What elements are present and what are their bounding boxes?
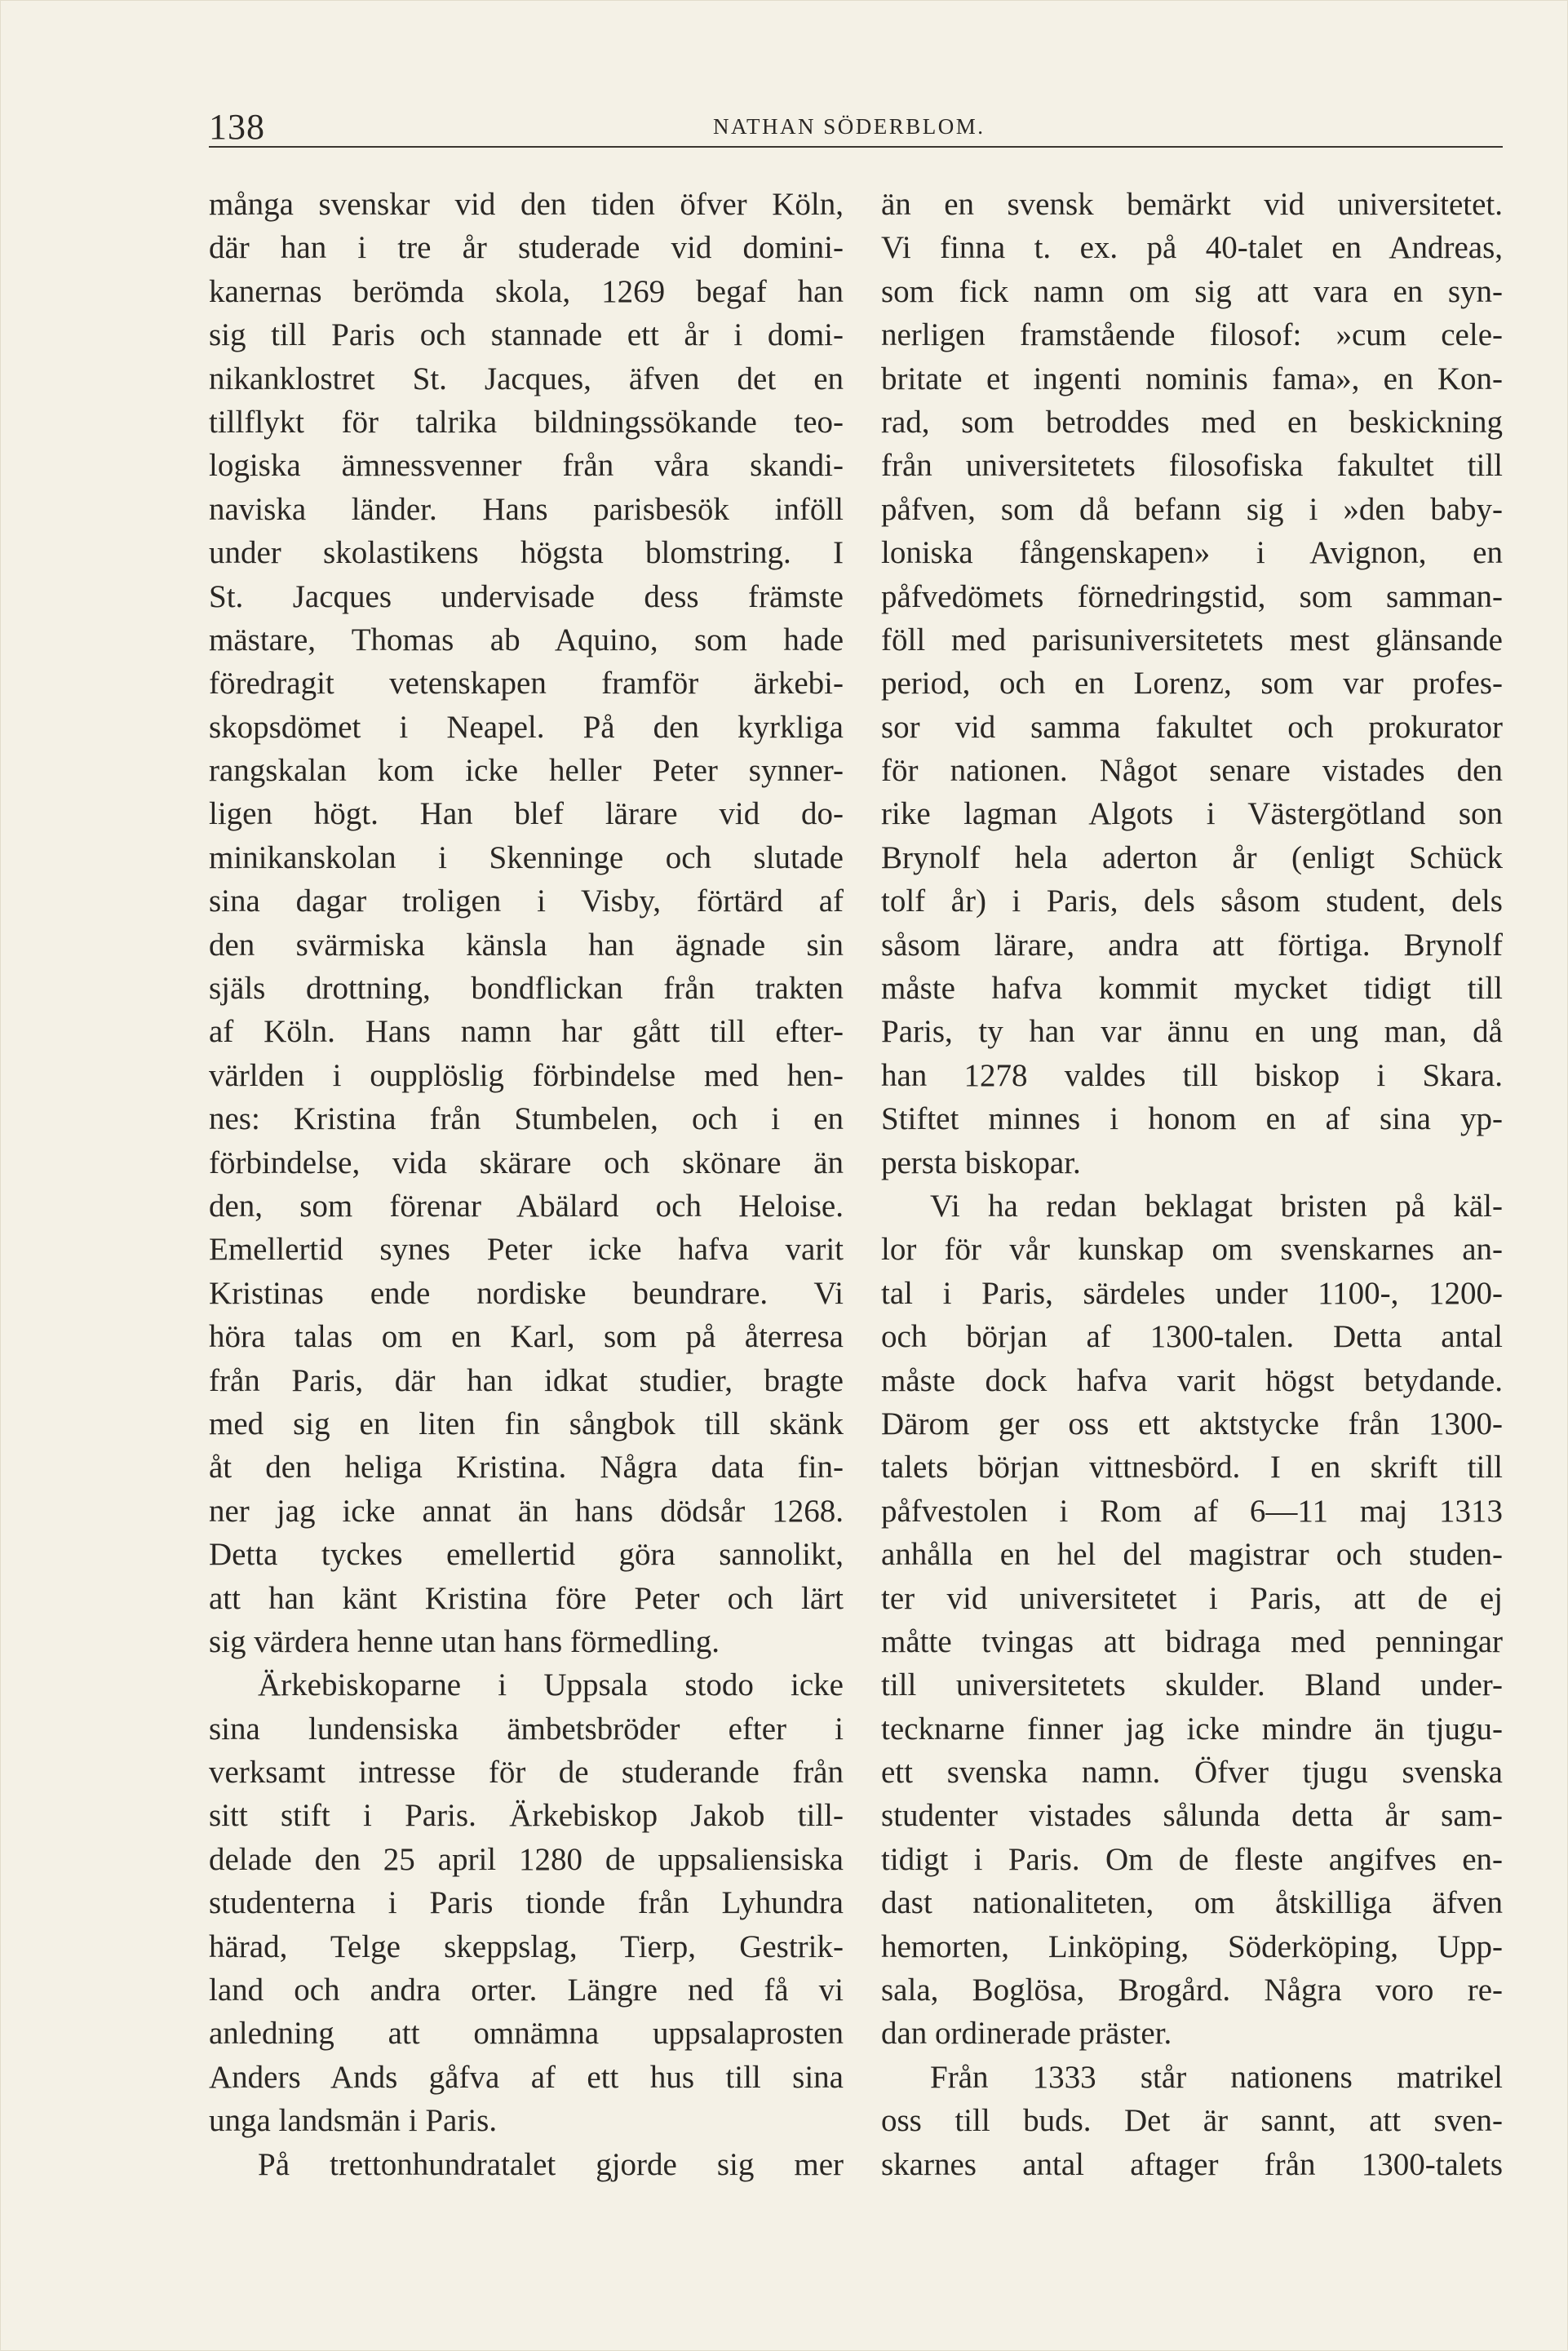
- text-line: persta biskopar.: [881, 1145, 1081, 1180]
- text-line: period, och en Lorenz, som var profes-: [881, 666, 1503, 702]
- text-line: ett svenska namn. Öfver tjugu svenska: [881, 1755, 1503, 1791]
- text-line: anledning att omnämna uppsalaprosten: [209, 2016, 844, 2052]
- text-line: mästare, Thomas ab Aquino, som hade: [209, 622, 844, 657]
- text-line: sor vid samma fakultet och prokurator: [881, 709, 1503, 745]
- header-rule: [209, 146, 1503, 148]
- text-line: världen i oupplöslig förbindelse med hen-: [209, 1057, 844, 1093]
- left-column: [209, 183, 844, 2186]
- text-line: britate et ingenti nominis fama», en Kon-: [881, 361, 1503, 396]
- right-column: [881, 183, 1503, 2186]
- text-line: än en svensk bemärkt vid universitetet.: [881, 187, 1503, 222]
- text-line: sig värdera henne utan hans förmedling.: [209, 1623, 720, 1659]
- text-line: under skolastikens högsta blomstring. I: [209, 535, 844, 571]
- text-line: föll med parisuniversitetets mest glänsande: [881, 622, 1503, 657]
- text-line: loniska fångenskapen» i Avignon, en: [881, 535, 1503, 571]
- text-line: höra talas om en Karl, som på återresa: [209, 1319, 844, 1355]
- text-line: den, som förenar Abälard och Heloise.: [209, 1188, 844, 1224]
- text-line: som fick namn om sig att vara en syn-: [881, 273, 1503, 309]
- text-line: med sig en liten fin sångbok till skänk: [209, 1406, 844, 1441]
- text-line: sina dagar troligen i Visby, förtärd af: [209, 883, 844, 919]
- text-line: nikanklostret St. Jacques, äfven det en: [209, 361, 844, 396]
- text-line: ter vid universitetet i Paris, att de ej: [881, 1580, 1503, 1616]
- running-title: NATHAN SÖDERBLOM.: [713, 114, 986, 139]
- text-line: tidigt i Paris. Om de fleste angifves en-: [881, 1841, 1503, 1877]
- text-line: Anders Ands gåfva af ett hus till sina: [209, 2059, 844, 2095]
- text-line: verksamt intresse för de studerande från: [209, 1755, 844, 1791]
- text-line: måste dock hafva varit högst betydande.: [881, 1362, 1503, 1398]
- text-line: rad, som betroddes med en beskickning: [881, 404, 1503, 440]
- text-line: påfvedömets förnedringstid, som samman-: [881, 578, 1503, 614]
- text-line: rike lagman Algots i Västergötland son: [881, 796, 1503, 832]
- text-line: förbindelse, vida skärare och skönare än: [209, 1145, 844, 1180]
- text-line: sina lundensiska ämbetsbröder efter i: [209, 1711, 844, 1747]
- text-line: tolf år) i Paris, dels såsom student, dels: [881, 883, 1503, 919]
- text-line: studenterna i Paris tionde från Lyhundra: [209, 1885, 844, 1921]
- text-line: Därom ger oss ett aktstycke från 1300-: [881, 1406, 1503, 1441]
- text-line: dast nationaliteten, om åtskilliga äfven: [881, 1885, 1503, 1921]
- text-line: af Köln. Hans namn har gått till efter-: [209, 1014, 844, 1050]
- text-line: påfven, som då befann sig i »den baby-: [881, 491, 1503, 527]
- text-line: Brynolf hela aderton år (enligt Schück: [881, 839, 1503, 875]
- text-line: oss till buds. Det är sannt, att sven-: [881, 2103, 1503, 2139]
- text-line: såsom lärare, andra att förtiga. Brynolf: [881, 927, 1503, 963]
- text-line: studenter vistades sålunda detta år sam-: [881, 1798, 1503, 1834]
- text-line: Från 1333 står nationens matrikel: [930, 2059, 1503, 2095]
- running-head: [209, 96, 1503, 145]
- text-line: unga landsmän i Paris.: [209, 2103, 498, 2139]
- text-line: måste hafva kommit mycket tidigt till: [881, 971, 1503, 1007]
- text-line: själs drottning, bondflickan från trakten: [209, 971, 844, 1007]
- text-line: föredragit vetenskapen framför ärkebi-: [209, 666, 844, 702]
- text-line: tal i Paris, särdeles under 1100-, 1200-: [881, 1275, 1503, 1311]
- text-line: Kristinas ende nordiske beundrare. Vi: [209, 1275, 844, 1311]
- text-line: måtte tvingas att bidraga med penningar: [881, 1623, 1503, 1659]
- text-line: nes: Kristina från Stumbelen, och i en: [209, 1101, 844, 1137]
- text-line: tillflykt för talrika bildningssökande teo-: [209, 404, 844, 440]
- text-line: Paris, ty han var ännu en ung man, då: [881, 1014, 1503, 1050]
- text-line: kanernas berömda skola, 1269 begaf han: [209, 273, 844, 309]
- text-line: sig till Paris och stannade ett år i domi-: [209, 317, 844, 353]
- text-line: lor för vår kunskap om svenskarnes an-: [881, 1232, 1503, 1268]
- text-line: Ärkebiskoparne i Uppsala stodo icke: [258, 1667, 844, 1703]
- text-line: tecknarne finner jag icke mindre än tjugu-: [881, 1711, 1503, 1747]
- text-line: åt den heliga Kristina. Några data fin-: [209, 1450, 844, 1485]
- text-line: minikanskolan i Skenninge och slutade: [209, 839, 844, 875]
- text-line: den svärmiska känsla han ägnade sin: [209, 927, 844, 963]
- text-line: sala, Boglösa, Brogård. Några voro re-: [881, 1972, 1503, 2008]
- text-line: många svenskar vid den tiden öfver Köln,: [209, 187, 844, 222]
- text-line: Detta tyckes emellertid göra sannolikt,: [209, 1537, 844, 1573]
- text-line: hemorten, Linköping, Söderköping, Upp-: [881, 1928, 1503, 1964]
- text-line: Emellertid synes Peter icke hafva varit: [209, 1232, 844, 1268]
- text-line: logiska ämnessvenner från våra skandi-: [209, 448, 844, 484]
- text-line: Vi ha redan beklagat bristen på käl-: [930, 1188, 1503, 1224]
- text-line: ner jag icke annat än hans dödsår 1268.: [209, 1493, 844, 1529]
- text-line: sitt stift i Paris. Ärkebiskop Jakob till-: [209, 1798, 844, 1834]
- text-line: St. Jacques undervisade dess främste: [209, 578, 844, 614]
- text-line: där han i tre år studerade vid domini-: [209, 230, 844, 266]
- text-line: talets början vittnesbörd. I en skrift till: [881, 1450, 1503, 1485]
- text-line: att han känt Kristina före Peter och lärt: [209, 1580, 844, 1616]
- text-line: På trettonhundratalet gjorde sig mer: [258, 2146, 844, 2182]
- text-line: och början af 1300-talen. Detta antal: [881, 1319, 1503, 1355]
- text-line: härad, Telge skeppslag, Tierp, Gestrik-: [209, 1928, 844, 1964]
- text-line: naviska länder. Hans parisbesök inföll: [209, 491, 844, 527]
- text-line: dan ordinerade präster.: [881, 2016, 1172, 2052]
- text-line: till universitetets skulder. Bland under-: [881, 1667, 1503, 1703]
- text-line: anhålla en hel del magistrar och studen-: [881, 1537, 1503, 1573]
- text-line: från Paris, där han idkat studier, bragte: [209, 1362, 844, 1398]
- text-line: han 1278 valdes till biskop i Skara.: [881, 1057, 1503, 1093]
- text-line: från universitetets filosofiska fakultet till: [881, 448, 1503, 484]
- text-line: ligen högt. Han blef lärare vid do-: [209, 796, 844, 832]
- text-line: för nationen. Något senare vistades den: [881, 753, 1503, 789]
- text-line: land och andra orter. Längre ned få vi: [209, 1972, 844, 2008]
- page-number: 138: [209, 107, 265, 147]
- text-line: rangskalan kom icke heller Peter synner-: [209, 753, 844, 789]
- text-line: delade den 25 april 1280 de uppsaliensiska: [209, 1841, 844, 1877]
- text-line: Vi finna t. ex. på 40-talet en Andreas,: [881, 230, 1503, 266]
- text-line: Stiftet minnes i honom en af sina yp-: [881, 1101, 1503, 1137]
- text-line: påfvestolen i Rom af 6—11 maj 1313: [881, 1493, 1503, 1529]
- text-line: skarnes antal aftager från 1300-talets: [881, 2146, 1503, 2182]
- text-line: nerligen framstående filosof: »cum cele-: [881, 317, 1503, 353]
- text-line: skopsdömet i Neapel. På den kyrkliga: [209, 709, 844, 745]
